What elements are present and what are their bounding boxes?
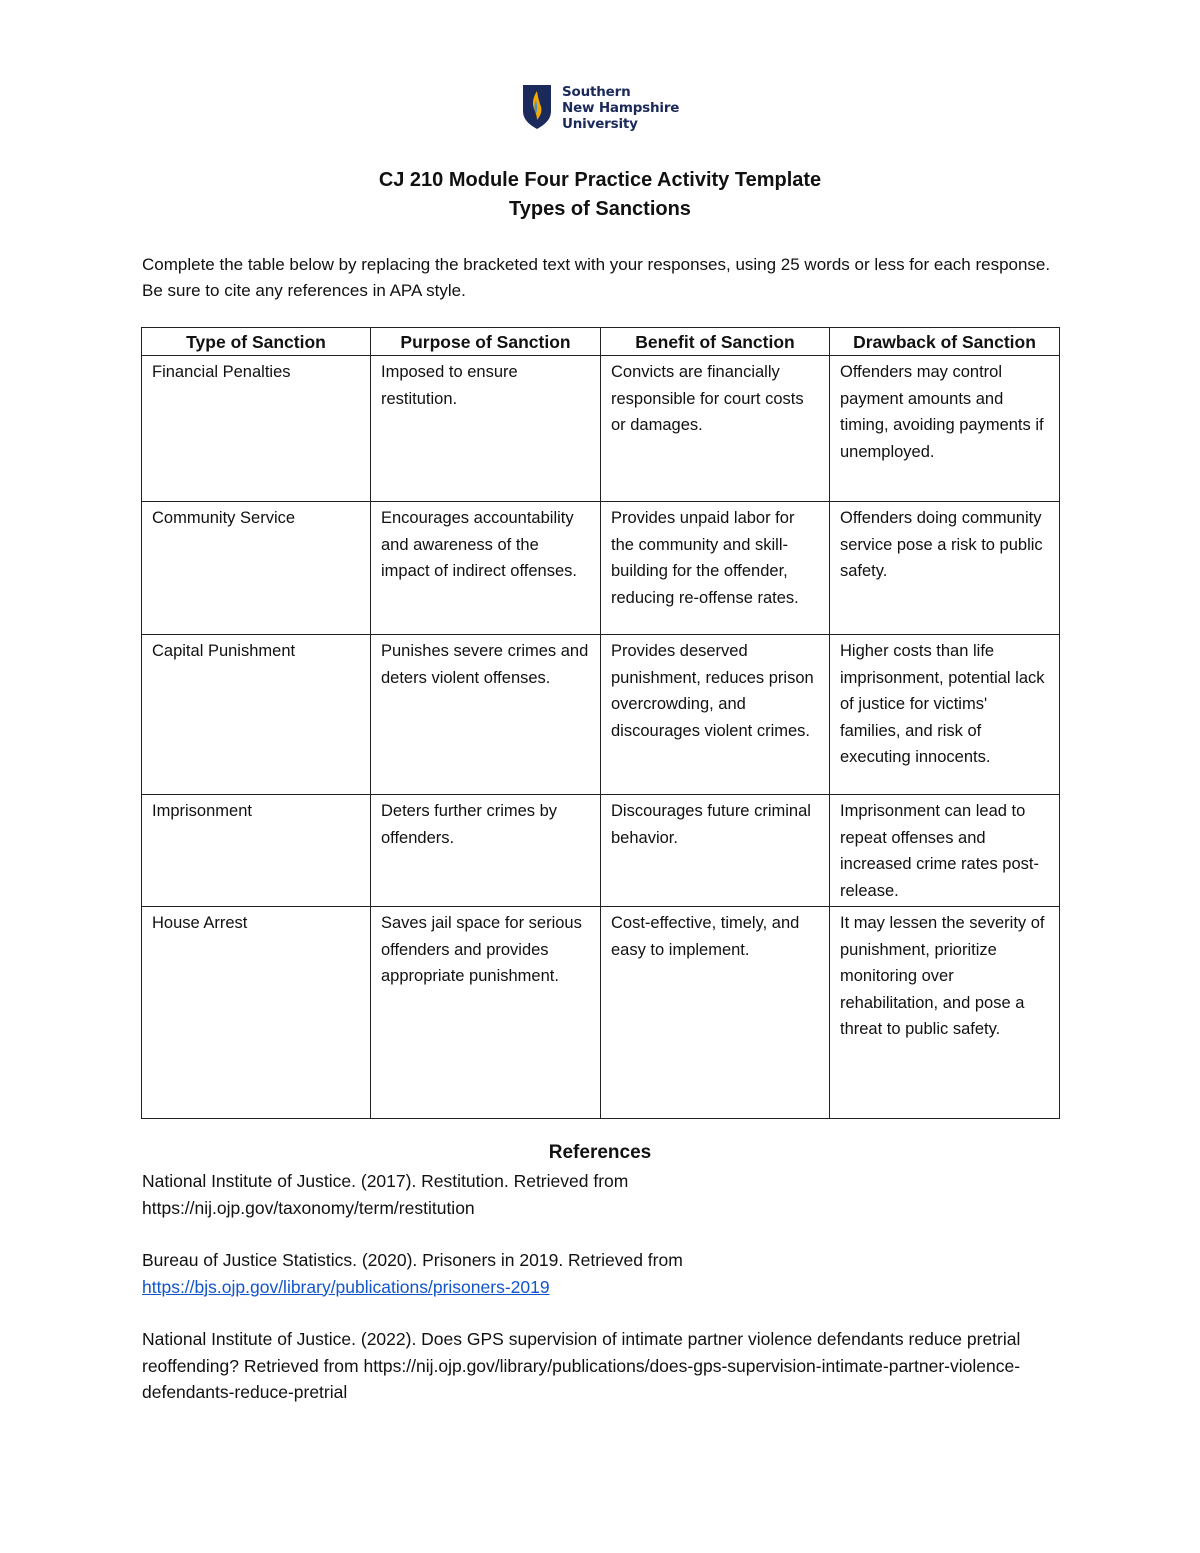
table-row [142,907,1060,1119]
cell-type: Financial Penalties [142,356,371,502]
shield-flame-icon [522,84,552,130]
cell-benefit: Provides unpaid labor for the community and skill-building for the offender, reducing re-offense rates. [601,502,830,635]
header-type: Type of Sanction [142,328,371,356]
cell-drawback: Offenders doing community service pose a risk to public safety. [830,502,1060,635]
header-drawback: Drawback of Sanction [830,328,1060,356]
reference-1 [142,1168,1062,1221]
cell-purpose: Punishes severe crimes and deters violent offenses. [371,635,601,795]
table-row [142,635,1060,795]
document-title: CJ 210 Module Four Practice Activity Template [378,169,822,191]
document-subtitle: Types of Sanctions [509,198,691,220]
cell-purpose: Deters further crimes by offenders. [371,795,601,907]
reference-3: National Institute of Justice. (2022). Does GPS supervision of intimate partner violence defendants reduce pretrial reoffending? Retrieved from https://nij.ojp.gov/library/publications/does-gps-supervision-intimate-partner-violence-defendants-reduce-pretrial [142,1329,1021,1402]
references-heading: References [548,1142,652,1163]
logo-line-1: Southern [562,84,631,100]
cell-type: Capital Punishment [142,635,371,795]
university-logo [522,84,679,130]
table-header-row [142,328,1060,356]
reference-2-text: Bureau of Justice Statistics. (2020). Prisoners in 2019. Retrieved from [142,1250,683,1270]
table-row [142,502,1060,635]
cell-benefit: Convicts are financially responsible for court costs or damages. [601,356,830,502]
cell-benefit: Provides deserved punishment, reduces prison overcrowding, and discourages violent crimes. [601,635,830,795]
cell-benefit: Discourages future criminal behavior. [601,795,830,907]
cell-purpose: Encourages accountability and awareness of the impact of indirect offenses. [371,502,601,635]
header-purpose: Purpose of Sanction [371,328,601,356]
cell-type: House Arrest [142,907,371,1119]
table-row [142,356,1060,502]
table-row [142,795,1060,907]
cell-benefit: Cost-effective, timely, and easy to implement. [601,907,830,1119]
logo-line-2: New Hampshire [562,100,680,116]
cell-drawback: Offenders may control payment amounts and timing, avoiding payments if unemployed. [830,356,1060,502]
sanctions-table [141,327,1060,1119]
logo-line-3: University [562,116,638,132]
reference-1-text: National Institute of Justice. (2017). Restitution. Retrieved from [142,1171,629,1191]
reference-2 [142,1247,1062,1300]
cell-drawback: Higher costs than life imprisonment, potential lack of justice for victims' families, and risk of executing innocents. [830,635,1060,795]
cell-type: Imprisonment [142,795,371,907]
header-benefit: Benefit of Sanction [601,328,830,356]
reference-1-url: https://nij.ojp.gov/taxonomy/term/restitution [142,1197,475,1218]
cell-drawback: It may lessen the severity of punishment, prioritize monitoring over rehabilitation, and pose a threat to public safety. [830,907,1060,1119]
cell-type: Community Service [142,502,371,635]
reference-2-link[interactable]: https://bjs.ojp.gov/library/publications/prisoners-2019 [142,1276,550,1297]
instructions-paragraph: Complete the table below by replacing the bracketed text with your responses, using 25 words or less for each response. Be sure to cite any references in APA style. [142,255,1051,300]
university-name [562,84,679,132]
cell-purpose: Saves jail space for serious offenders and provides appropriate punishment. [371,907,601,1119]
cell-purpose: Imposed to ensure restitution. [371,356,601,502]
cell-drawback: Imprisonment can lead to repeat offenses and increased crime rates post-release. [830,795,1060,907]
